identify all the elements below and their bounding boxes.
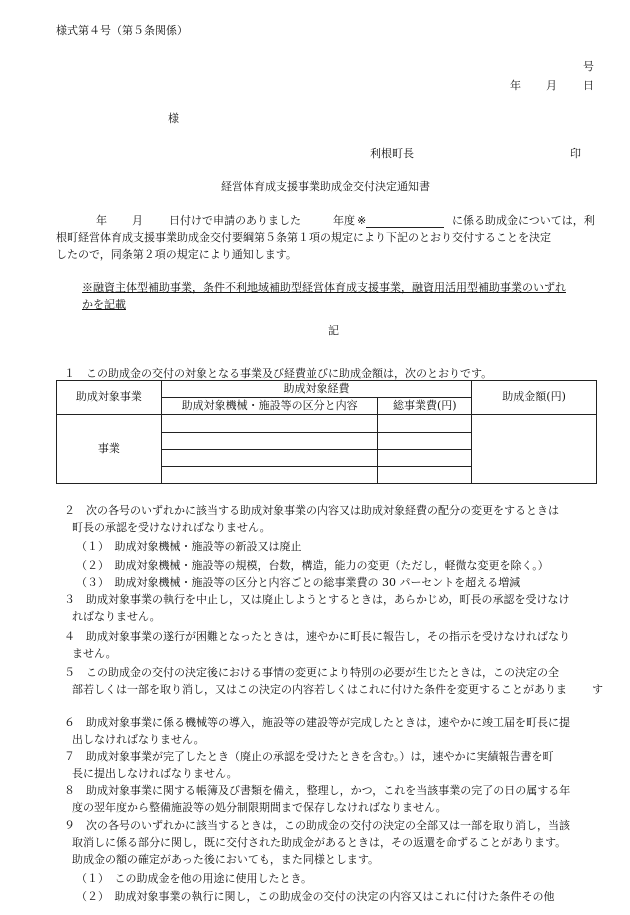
condition-line: 出しなければなりません。 <box>72 733 205 746</box>
intro-blank <box>357 215 444 228</box>
header-project: 助成対象事業 <box>57 381 162 415</box>
condition-line: 助成金の額の確定があった後においても，また同様とします。 <box>72 853 380 866</box>
form-label: 様式第４号（第５条関係） <box>56 24 188 37</box>
condition-line: ６ 助成対象事業に係る機械等の導入，施設等の建設等が完成したときは，速やかに竣工届を町長に提 <box>64 716 570 729</box>
condition-line: ５ この助成金の交付の決定後における事情の変更により特別の必要が生じたときは，この決定の全 <box>64 666 559 679</box>
condition-line: （１） この助成金を他の用途に使用したとき。 <box>76 872 313 885</box>
note-line2: かを記載 <box>82 298 126 311</box>
cell-equipment <box>161 433 378 450</box>
condition-line: 町長の承認を受けなければなりません。 <box>72 521 271 534</box>
number-label: 号 <box>583 60 594 73</box>
condition-line: ７ 助成対象事業が完了したとき（廃止の承認を受けたときを含む。）は，速やかに実績報告書を町 <box>64 750 554 763</box>
condition-line: 度の翌年度から整備施設等の処分制限期間まで保存しなければなりません。 <box>72 801 447 814</box>
condition-line: 部若しくは一部を取り消し，又はこの決定の内容若しくはこれに付けた条件を変更することがありま <box>72 683 567 696</box>
condition-line: （３） 助成対象機械・施設等の区分と内容ごとの総事業費の 30 パーセントを超える増減 <box>76 576 521 589</box>
cell-equipment <box>161 415 378 433</box>
intro-date-year: 年 <box>96 214 107 227</box>
subsidy-table <box>56 380 597 484</box>
cell-total <box>378 433 472 450</box>
condition-line: 取消しに係る部分に関し，既に交付された助成金があるときは，その返還を命ずることがあります。 <box>72 836 567 849</box>
header-total: 総事業費(円) <box>378 398 472 415</box>
cell-total <box>378 467 472 484</box>
ki-heading: 記 <box>328 324 339 337</box>
cell-equipment <box>161 450 378 467</box>
intro-date-month: 月 <box>132 214 143 227</box>
header-amount: 助成金額(円) <box>472 381 597 415</box>
condition-line: 長に提出しなければなりません。 <box>72 767 238 780</box>
cell-amount <box>472 415 597 484</box>
condition-line: す <box>592 683 603 696</box>
issuer-name: 利根町長 <box>370 147 414 160</box>
header-equipment: 助成対象機械・施設等の区分と内容 <box>161 398 378 415</box>
section1-text: １ この助成金の交付の対象となる事業及び経費並びに助成金額は，次のとおりです。 <box>64 367 493 380</box>
intro-after-blank: に係る助成金については，利 <box>452 214 595 227</box>
cell-equipment <box>161 467 378 484</box>
year-label: 年 <box>510 79 521 92</box>
header-expense: 助成対象経費 <box>161 381 471 398</box>
month-label: 月 <box>546 79 557 92</box>
intro-mark: ※ <box>357 214 367 227</box>
condition-line: ９ 次の各号のいずれかに該当するときは，この助成金の交付の決定の全部又は一部を取り消し，当該 <box>64 819 570 832</box>
addressee-suffix: 様 <box>168 112 179 125</box>
seal-mark: 印 <box>570 147 581 160</box>
condition-line: ３ 助成対象事業の執行を中止し，又は廃止しようとするときは，あらかじめ，町長の承認を受けなけ <box>64 593 570 606</box>
condition-line: ８ 助成対象事業に関する帳簿及び書類を備え，整理し，かつ，これを当該事業の完了の日の属する年 <box>64 784 571 797</box>
condition-line: （１） 助成対象機械・施設等の新設又は廃止 <box>76 540 302 553</box>
day-label: 日 <box>583 79 594 92</box>
condition-line: ればなりません。 <box>72 610 161 623</box>
intro-fiscal-year: 年度 <box>333 214 355 227</box>
condition-line: （２） 助成対象事業の執行に関し，この助成金の交付の決定の内容又はこれに付けた条件その他 <box>76 890 555 903</box>
condition-line: ません。 <box>72 647 117 660</box>
intro-line2: 根町経営体育成支援事業助成金交付要綱第５条第１項の規定により下記のとおり交付することを決定 <box>56 231 551 244</box>
cell-total <box>378 450 472 467</box>
blank-line <box>366 216 444 228</box>
cell-total <box>378 415 472 433</box>
condition-line: （２） 助成対象機械・施設等の規模，台数，構造，能力の変更（ただし，軽微な変更を除く。） <box>76 559 549 572</box>
document-title: 経営体育成支援事業助成金交付決定通知書 <box>221 180 430 193</box>
row-project-label: 事業 <box>57 415 162 484</box>
intro-date-day: 日付けで申請のありました <box>169 214 301 227</box>
note-line1: ※融資主体型補助事業，条件不利地域補助型経営体育成支援事業，融資用活用型補助事業のいずれ <box>82 281 566 294</box>
condition-line: ２ 次の各号のいずれかに該当する助成対象事業の内容又は助成対象経費の配分の変更をするときは <box>64 504 559 517</box>
condition-line: ４ 助成対象事業の遂行が困難となったときは，速やかに町長に報告し，その指示を受けなければなり <box>64 630 570 643</box>
intro-line3: したので，同条第２項の規定により通知します。 <box>56 248 297 261</box>
